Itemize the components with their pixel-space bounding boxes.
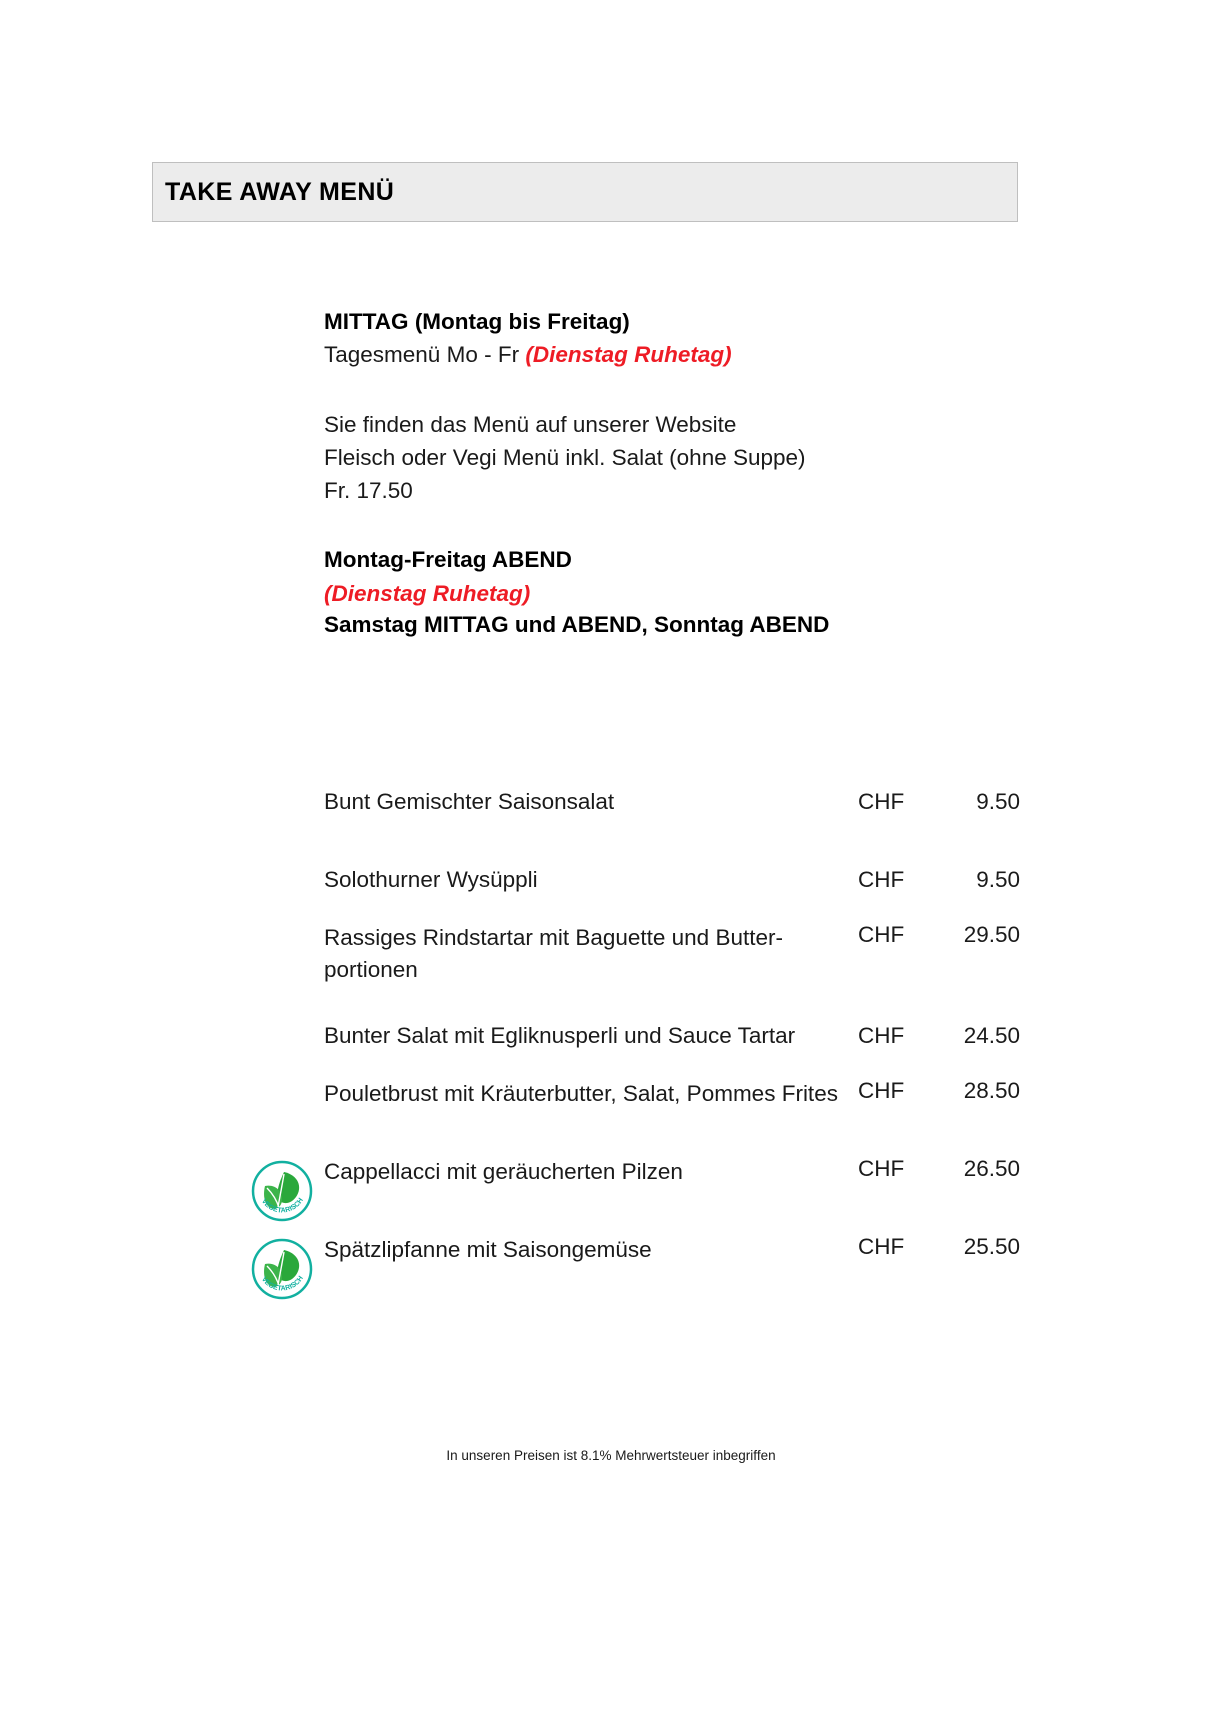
menu-item-name: Pouletbrust mit Kräuterbutter, Salat, Pommes Frites	[324, 1081, 838, 1106]
page-title-banner	[152, 162, 1018, 222]
veg-badge-slot	[240, 1156, 324, 1222]
lunch-rest-day-note: (Dienstag Ruhetag)	[525, 342, 732, 368]
weekend-heading: Samstag MITTAG und ABEND, Sonntag ABEND	[324, 612, 830, 638]
menu-item-price: 28.50	[963, 1078, 1020, 1103]
menu-item-price: 25.50	[963, 1234, 1020, 1259]
menu-item-currency: CHF	[858, 867, 905, 892]
menu-item-name: Bunter Salat mit Egliknusperli und Sauce Tartar	[324, 1023, 796, 1049]
lunch-price-line: Fr. 17.50	[324, 478, 413, 504]
veg-badge-slot	[240, 878, 324, 882]
menu-item-name: Rassiges Rindstartar mit Baguette und Butter-portionen	[324, 925, 783, 982]
vegetarian-icon	[251, 1238, 313, 1300]
menu-item-row	[240, 1072, 1020, 1150]
menu-item-price: 26.50	[963, 1156, 1020, 1181]
veg-badge-slot	[240, 1034, 324, 1038]
website-line: Sie finden das Menü auf unserer Website	[324, 411, 737, 437]
menu-item-row	[240, 994, 1020, 1072]
menu-item-row	[240, 1150, 1020, 1228]
evening-block	[324, 543, 1014, 640]
svg-text:VEGETARISCH: VEGETARISCH	[259, 1197, 305, 1215]
menu-item-currency: CHF	[858, 789, 905, 814]
veg-badge-slot	[240, 800, 324, 804]
menu-item-row	[240, 1228, 1020, 1306]
veg-badge-slot	[240, 922, 324, 926]
menu-item-row	[240, 916, 1020, 994]
spacer	[324, 372, 1014, 408]
evening-rest-day-note: (Dienstag Ruhetag)	[324, 580, 531, 606]
lunch-subline-text: Tagesmenü Mo - Fr	[324, 342, 526, 368]
vegetarian-icon	[251, 1160, 313, 1222]
menu-item-name: Solothurner Wysüppli	[324, 867, 538, 893]
menu-item-currency: CHF	[858, 1078, 905, 1103]
svg-text:VEGETARISCH: VEGETARISCH	[259, 1275, 305, 1293]
menu-item-currency: CHF	[858, 1023, 905, 1048]
menu-composition-line: Fleisch oder Vegi Menü inkl. Salat (ohne Suppe)	[324, 444, 806, 470]
intro-block	[324, 305, 1014, 640]
menu-item-currency: CHF	[858, 922, 905, 947]
menu-item-price: 24.50	[963, 1023, 1020, 1048]
menu-item-price: 9.50	[976, 789, 1020, 814]
menu-item-currency: CHF	[858, 1234, 905, 1259]
menu-item-row	[240, 838, 1020, 916]
lunch-subline	[324, 338, 1014, 371]
lunch-heading: MITTAG (Montag bis Freitag)	[324, 309, 630, 334]
menu-item-row	[240, 760, 1020, 838]
spacer	[324, 507, 1014, 543]
menu-item-name: Spätzlipfanne mit Saisongemüse	[324, 1237, 652, 1262]
veg-badge-slot	[240, 1078, 324, 1082]
menu-item-name: Cappellacci mit geräucherten Pilzen	[324, 1159, 683, 1184]
evening-heading: Montag-Freitag ABEND	[324, 547, 572, 573]
veg-badge-slot	[240, 1234, 324, 1300]
menu-item-price: 29.50	[963, 922, 1020, 947]
menu-item-list	[240, 760, 1020, 1306]
menu-item-price: 9.50	[976, 867, 1020, 892]
menu-item-name: Bunt Gemischter Saisonsalat	[324, 789, 615, 815]
vat-footer-note: In unseren Preisen ist 8.1% Mehrwertsteuer inbegriffen	[446, 1448, 776, 1463]
menu-item-currency: CHF	[858, 1156, 905, 1181]
page-title: TAKE AWAY MENÜ	[165, 177, 395, 206]
